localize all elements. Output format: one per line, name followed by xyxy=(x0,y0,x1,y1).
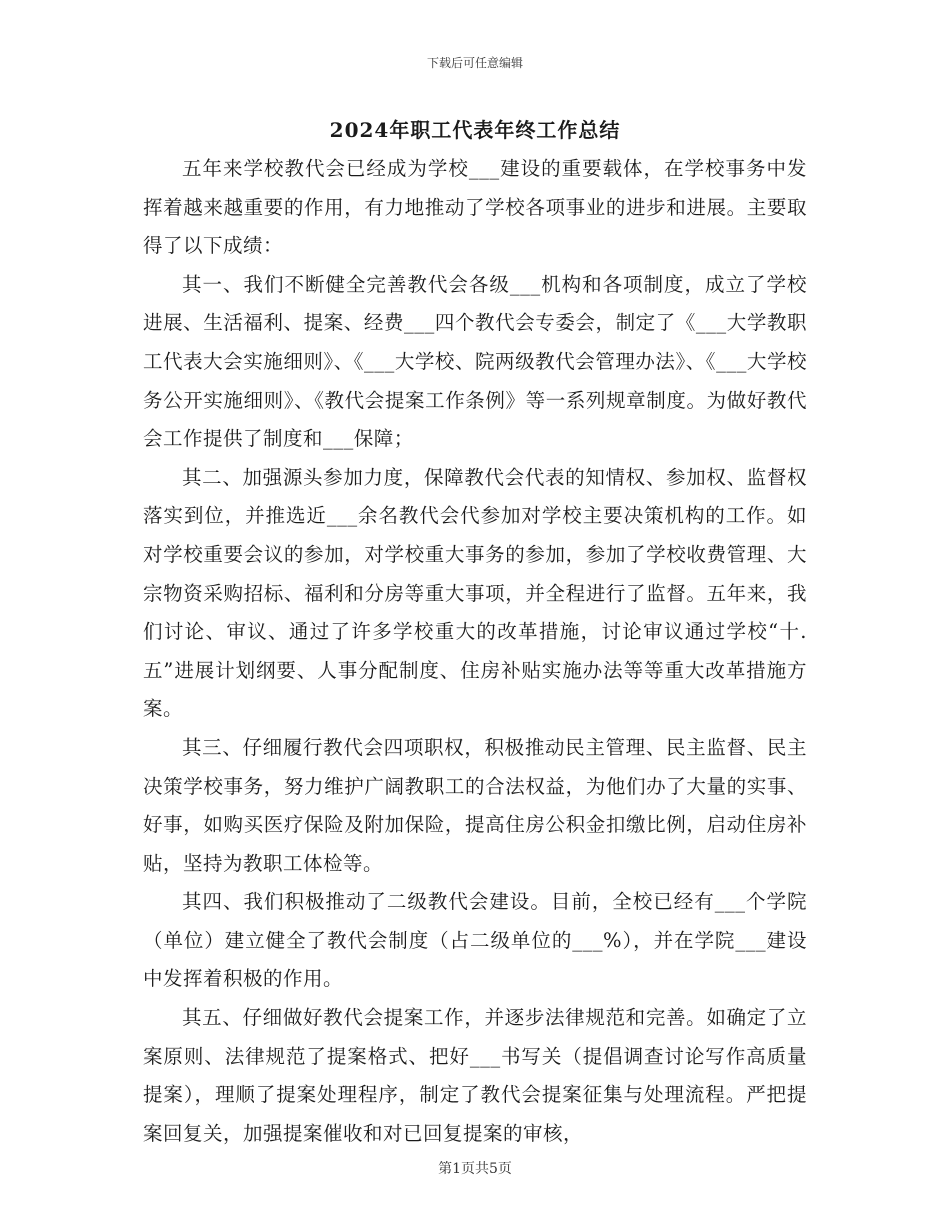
paragraph-4: 其四、我们积极推动了二级教代会建设。目前，全校已经有___个学院（单位）建立健全了教代会制度（占二级单位的___%），并在学院___建设中发挥着积极的作用。 xyxy=(143,890,807,991)
document-body xyxy=(143,150,807,1153)
paragraph-5: 其五、仔细做好教代会提案工作，并逐步法律规范和完善。如确定了立案原则、法律规范了提案格式、把好___书写关（提倡调查讨论写作高质量提案），理顺了提案处理程序，制定了教代会提案征集与处理流程。严把提案回复关，加强提案催收和对已回复提案的审核， xyxy=(143,1006,807,1145)
paragraph-intro: 五年来学校教代会已经成为学校___建设的重要载体，在学校事务中发挥着越来越重要的作用，有力地推动了学校各项事业的进步和进展。主要取得了以下成绩： xyxy=(143,157,807,258)
paragraph-3: 其三、仔细履行教代会四项职权，积极推动民主管理、民主监督、民主决策学校事务，努力维护广阔教职工的合法权益，为他们办了大量的实事、好事，如购买医疗保险及附加保险，提高住房公积金扣缴比例，启动住房补贴，坚持为教职工体检等。 xyxy=(143,735,807,875)
paragraph-1: 其一、我们不断健全完善教代会各级___机构和各项制度，成立了学校进展、生活福利、提案、经费___四个教代会专委会，制定了《___大学教职工代表大会实施细则》、《___大学校、院两级教代会管理办法》、《___大学校务公开实施细则》、《教代会提案工作条例》等一系列规章制度。为做好教代会工作提供了制度和___保障； xyxy=(143,272,807,451)
page-title: 2024年职工代表年终工作总结 xyxy=(329,118,621,142)
page-footer: 第1页共5页 xyxy=(438,1161,512,1177)
page-header: 下载后可任意编辑 xyxy=(426,56,523,70)
paragraph-2: 其二、加强源头参加力度，保障教代会代表的知情权、参加权、监督权落实到位，并推选近___余名教代会代参加对学校主要决策机构的工作。如对学校重要会议的参加，对学校重大事务的参加，参加了学校收费管理、大宗物资采购招标、福利和分房等重大事项，并全程进行了监督。五年来，我们讨论、审议、通过了许多学校重大的改革措施，讨论审议通过学校“十.五”进展计划纲要、人事分配制度、住房补贴实施办法等等重大改革措施方案。 xyxy=(143,465,807,721)
